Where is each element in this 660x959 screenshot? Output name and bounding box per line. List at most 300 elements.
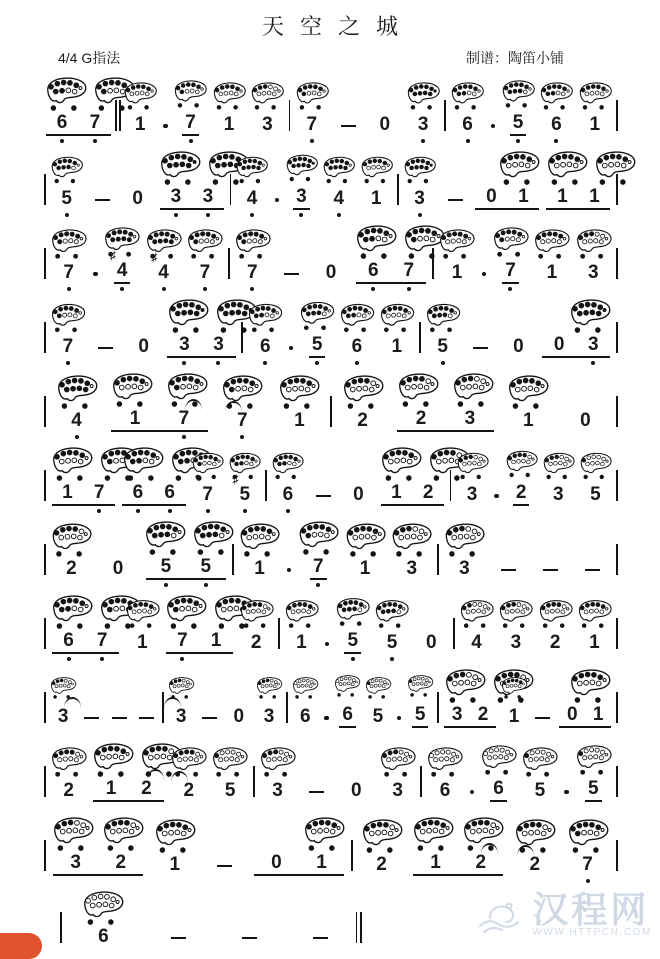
fingering-diagram	[508, 814, 561, 854]
note-number: 1	[546, 262, 558, 283]
fig-spacer	[249, 812, 299, 852]
number-wrap	[585, 262, 602, 284]
fingering-diagram	[299, 812, 349, 852]
beamed-note-group	[408, 812, 508, 884]
rest-number: 0	[566, 704, 578, 725]
number-wrap	[508, 632, 525, 654]
number-wrap	[550, 484, 567, 506]
note-number: 2	[549, 632, 561, 653]
note-number: 3	[464, 408, 476, 429]
note-cell	[404, 74, 442, 144]
note-number: 5	[347, 630, 359, 651]
note-cell	[269, 444, 306, 514]
octave-dot-row	[146, 580, 186, 588]
note-number: 1	[557, 186, 568, 207]
octave-dot-row	[154, 506, 186, 514]
augmentation-dot	[561, 790, 573, 811]
number-wrap	[269, 780, 286, 802]
low-octave-dot	[60, 139, 64, 143]
fingering-diagram	[64, 886, 143, 926]
octave-dot-row	[48, 432, 105, 440]
fingering-diagram	[543, 146, 591, 186]
fingering-diagram	[457, 592, 496, 632]
octave-dot-row	[333, 654, 372, 662]
fingering-diagram	[293, 74, 331, 114]
beamed-note-group	[377, 442, 448, 514]
note-number: 6	[282, 484, 294, 505]
score	[0, 72, 660, 956]
number-wrap	[520, 410, 537, 432]
octave-dot-row	[448, 136, 486, 144]
note-number: 3	[213, 334, 224, 355]
note-number: 1	[430, 852, 441, 873]
fingering-diagram	[424, 740, 465, 780]
low-octave-dot	[75, 435, 79, 439]
note-number: 7	[185, 112, 196, 133]
beam-underline	[160, 186, 224, 210]
score-line	[42, 516, 620, 588]
note-cell	[148, 814, 201, 884]
note-cell	[233, 148, 270, 218]
beamed-note-group	[156, 146, 227, 218]
low-octave-dot	[316, 583, 320, 587]
rest-number: 0	[379, 114, 391, 135]
number-wrap	[173, 706, 190, 728]
note-number: 4	[246, 188, 258, 209]
number-wrap	[257, 336, 274, 358]
duration-dash	[463, 307, 499, 366]
fingering-diagram	[254, 666, 284, 706]
octave-dot-row	[248, 136, 286, 144]
note-number: 3	[588, 262, 599, 283]
note-number: 3	[451, 704, 463, 725]
rest-number: 0	[138, 336, 149, 357]
beamed-note-group	[141, 516, 230, 588]
duration-dash	[488, 529, 530, 588]
note-number: 7	[93, 482, 105, 503]
fig-spacer	[214, 897, 285, 937]
octave-dot-row	[290, 728, 320, 736]
augmentation-dot	[321, 642, 333, 663]
note-cell	[573, 222, 614, 292]
beam-underline	[52, 630, 119, 654]
low-octave-dot	[310, 139, 314, 143]
barline	[614, 692, 620, 736]
note-number: 3	[466, 484, 478, 505]
note-number: 5	[534, 780, 546, 801]
number-wrap	[577, 410, 594, 432]
note-cell	[334, 370, 391, 440]
note-number: 6	[351, 336, 363, 357]
note-number: 2	[515, 482, 527, 503]
note-cell	[121, 74, 159, 144]
octave-dot-row	[401, 210, 438, 218]
octave-dot-row	[444, 728, 470, 736]
note-number: 4	[471, 632, 482, 653]
note-number: 4 ♯	[109, 248, 128, 281]
note-cell	[254, 666, 284, 736]
note-cell	[496, 592, 535, 662]
octave-dot-row	[159, 432, 208, 440]
beam-underline	[356, 260, 427, 284]
fingering-diagram	[441, 664, 489, 704]
beam-underline	[53, 852, 143, 876]
octave-dot-row	[391, 284, 426, 292]
octave-dot-row	[160, 210, 192, 218]
fingering-diagram	[576, 74, 614, 114]
fingering-diagram	[209, 740, 250, 780]
beam-underline	[166, 630, 233, 654]
low-octave-dot	[216, 361, 220, 365]
note-number: 6	[439, 780, 451, 801]
octave-dot-row	[98, 876, 143, 884]
note-cell	[358, 148, 395, 218]
duration-dash	[85, 159, 119, 218]
score-line	[42, 72, 620, 144]
fig-spacer	[119, 148, 156, 188]
note-cell	[577, 444, 614, 514]
score-line	[42, 220, 620, 292]
low-octave-dot	[66, 361, 70, 365]
rest-number: 0	[325, 262, 337, 283]
note-number: 1	[105, 778, 117, 799]
beamed-note-group	[89, 738, 168, 810]
rest-cell	[224, 666, 254, 736]
octave-dot-row	[320, 210, 357, 218]
rest-number: 0	[513, 336, 524, 357]
low-octave-dot	[586, 879, 590, 883]
note-cell	[48, 370, 105, 440]
number-wrap	[280, 484, 297, 506]
low-octave-dot	[516, 139, 520, 143]
score-line	[58, 886, 362, 956]
beam-underline	[254, 852, 344, 876]
low-octave-dot	[250, 213, 254, 217]
duration-dash	[133, 677, 160, 736]
fingering-diagram	[248, 74, 286, 114]
fingering-diagram	[156, 146, 204, 186]
beam-underline	[46, 112, 112, 136]
number-wrap	[60, 780, 77, 802]
octave-dot-row	[519, 802, 560, 810]
fingering-diagram	[352, 220, 400, 260]
watermark-site-name: 汉程网	[532, 889, 650, 930]
low-octave-dot	[421, 139, 425, 143]
octave-dot-row	[48, 284, 89, 292]
note-number: 2	[357, 410, 368, 431]
number-wrap	[331, 188, 348, 210]
number-wrap	[389, 780, 406, 802]
rest-number: 0	[271, 852, 282, 873]
low-octave-dot	[168, 509, 172, 513]
fig-spacer	[529, 677, 556, 717]
rest-number: 0	[350, 780, 362, 801]
low-octave-dot	[299, 213, 303, 217]
fingering-diagram	[283, 146, 320, 186]
fig-spacer	[463, 307, 499, 347]
note-number: 1	[136, 632, 148, 653]
octave-dot-row	[336, 802, 377, 810]
fingering-diagram	[42, 72, 90, 112]
octave-dot-row	[358, 210, 395, 218]
note-number: 2	[477, 704, 489, 725]
number-wrap	[389, 336, 406, 358]
fingering-diagram	[490, 220, 531, 260]
octave-dot-row	[166, 654, 200, 662]
note-number: 1	[508, 706, 520, 727]
note-cell	[372, 592, 411, 662]
rest-cell	[336, 740, 377, 810]
octave-dot-row	[171, 136, 209, 144]
rest-number: 0	[426, 632, 437, 653]
fingering-diagram	[391, 368, 445, 408]
number-wrap	[587, 484, 604, 506]
note-number: 2	[250, 632, 262, 653]
note-number: 1	[359, 558, 371, 579]
fingering-diagram	[441, 518, 488, 558]
fig-spacer	[298, 751, 335, 791]
octave-dot-row	[48, 210, 85, 218]
fingering-diagram	[404, 74, 442, 114]
eighth-underline	[309, 334, 326, 358]
note-cell	[171, 72, 209, 144]
beamed-note-group	[472, 146, 543, 218]
octave-dot-row	[168, 802, 209, 810]
note-number: 1	[589, 114, 601, 135]
fingering-diagram	[297, 294, 337, 334]
low-octave-dot	[591, 361, 595, 365]
number-wrap	[411, 188, 428, 210]
low-octave-dot	[418, 213, 422, 217]
fingering-diagram	[210, 74, 248, 114]
octave-dot-row	[537, 136, 575, 144]
number-wrap	[199, 484, 216, 506]
fingering-diagram	[141, 516, 189, 556]
number-wrap	[544, 262, 561, 284]
note-number: 3	[417, 114, 429, 135]
note-cell	[377, 740, 418, 810]
sharp-accidental: ♯	[151, 250, 158, 264]
number-wrap	[134, 632, 151, 654]
rest-cell	[119, 148, 156, 218]
note-cell	[210, 74, 248, 144]
octave-dot-row	[404, 136, 442, 144]
note-number: 2	[66, 558, 77, 579]
octave-dot-row	[366, 136, 404, 144]
fig-spacer	[331, 85, 366, 125]
beamed-note-group	[441, 664, 499, 736]
number-wrap	[357, 558, 374, 580]
fingering-diagram	[119, 442, 167, 482]
octave-dot-row	[48, 580, 95, 588]
fingering-diagram	[290, 666, 320, 706]
octave-dot-row	[436, 284, 477, 292]
octave-dot-row	[363, 728, 393, 736]
low-octave-dot	[206, 509, 210, 513]
note-cell	[248, 74, 286, 144]
note-number: 6	[300, 706, 311, 727]
beamed-note-group	[352, 220, 431, 292]
duration-dash	[530, 529, 572, 588]
note-cell	[293, 74, 331, 144]
octave-dot-row	[48, 728, 78, 736]
duration-dash	[143, 897, 214, 956]
score-line	[42, 812, 620, 884]
number-wrap	[348, 780, 365, 802]
octave-dot-row	[337, 358, 377, 366]
octave-dot-row	[237, 654, 276, 662]
fingering-diagram	[575, 592, 614, 632]
octave-dot-row	[111, 432, 160, 440]
low-octave-dot	[136, 509, 140, 513]
note-number: 3	[55, 706, 72, 728]
octave-dot-row	[342, 580, 389, 588]
rest-number: 0	[553, 334, 565, 355]
octave-dot-row	[85, 654, 119, 662]
beam-underline	[167, 334, 235, 358]
octave-dot-row	[413, 876, 458, 884]
number-wrap	[415, 114, 432, 136]
eighth-underline	[513, 482, 530, 506]
corner-orange-blob	[0, 933, 42, 959]
fingering-diagram	[531, 222, 572, 262]
duration-dash	[306, 455, 339, 514]
note-cell	[436, 222, 477, 292]
augmentation-dot	[271, 198, 283, 219]
note-cell	[499, 72, 537, 144]
octave-dot-row	[377, 358, 417, 366]
sheet-music-page	[0, 10, 660, 956]
note-number: 3	[587, 334, 599, 355]
octave-dot-row	[585, 728, 611, 736]
number-wrap	[291, 410, 308, 432]
note-cell	[508, 814, 561, 884]
rest-number: 0	[353, 484, 364, 505]
score-line	[42, 146, 620, 218]
note-number: 2	[472, 852, 489, 874]
fingering-diagram	[257, 740, 298, 780]
low-octave-dot	[189, 139, 193, 143]
fig-spacer	[572, 529, 614, 569]
barline	[614, 618, 620, 662]
low-octave-dot	[162, 287, 166, 291]
beam-underline	[146, 556, 226, 580]
fingering-diagram	[540, 444, 577, 484]
octave-dot-row	[575, 654, 614, 662]
fig-spacer	[95, 518, 142, 558]
octave-dot-row	[121, 136, 159, 144]
eighth-underline	[182, 112, 199, 136]
low-octave-dot	[390, 657, 394, 661]
tie-arc	[185, 399, 202, 410]
note-number: 3	[553, 484, 564, 505]
octave-dot-row	[490, 284, 531, 292]
note-cell	[423, 296, 463, 366]
fingering-diagram	[388, 518, 435, 558]
octave-dot-row	[214, 432, 271, 440]
number-wrap	[167, 854, 184, 876]
score-line	[42, 738, 620, 810]
note-cell	[519, 740, 560, 810]
number-wrap	[110, 558, 127, 580]
note-number: 1	[129, 408, 141, 429]
number-wrap	[468, 632, 485, 654]
fig-spacer	[538, 294, 566, 334]
number-wrap	[297, 706, 314, 728]
note-cell	[500, 370, 557, 440]
note-number: 5 ♯	[232, 472, 251, 505]
score-line	[42, 442, 620, 514]
fingering-diagram	[148, 814, 201, 854]
note-cell	[64, 886, 143, 956]
number-wrap	[234, 410, 251, 432]
note-cell	[540, 444, 577, 514]
note-cell	[236, 518, 283, 588]
octave-dot-row	[269, 506, 306, 514]
octave-dot-row	[441, 580, 488, 588]
note-number: 7	[247, 262, 258, 283]
fingering-diagram	[295, 516, 342, 556]
barline	[614, 174, 620, 218]
note-number: 1	[223, 114, 235, 135]
beam-underline	[381, 482, 444, 506]
rest-cell	[412, 592, 451, 662]
octave-dot-row	[576, 358, 610, 366]
duration-dash	[529, 677, 556, 736]
note-number: 7	[96, 630, 108, 651]
note-number: 7	[89, 112, 101, 133]
note-number: 6	[259, 336, 271, 357]
beamed-note-group	[538, 294, 614, 366]
note-number: 5	[200, 556, 212, 577]
eighth-underline	[293, 186, 310, 210]
barline	[614, 470, 620, 514]
fingering-diagram	[372, 592, 411, 632]
octave-dot-row	[129, 802, 164, 810]
note-number: 3	[262, 114, 273, 135]
note-cell	[448, 74, 486, 144]
credit: 制谱：陶笛小铺	[466, 50, 564, 66]
beamed-note-group	[48, 812, 148, 884]
fingering-diagram	[436, 222, 477, 262]
fingering-diagram	[445, 368, 499, 408]
note-number: 2	[138, 778, 155, 800]
fingering-diagram	[282, 592, 321, 632]
low-octave-dot	[97, 509, 101, 513]
fingering-diagram	[377, 296, 417, 336]
augmentation-dot	[159, 124, 171, 145]
octave-dot-row	[123, 654, 162, 662]
beamed-note-group	[119, 442, 190, 514]
beamed-note-group	[164, 294, 240, 366]
sharp-accidental: ♯	[232, 472, 239, 486]
note-cell	[48, 666, 78, 736]
note-cell	[101, 220, 142, 292]
octave-dot-row	[186, 580, 226, 588]
beam-underline	[546, 186, 610, 210]
note-cell	[332, 664, 362, 736]
fingering-diagram	[98, 812, 148, 852]
octave-dot-row	[93, 802, 128, 810]
number-wrap	[403, 558, 420, 580]
note-cell	[48, 148, 85, 218]
note-number: 6	[132, 482, 144, 503]
note-number: 6	[164, 482, 175, 503]
note-number: 3	[296, 186, 307, 207]
fig-spacer	[224, 666, 254, 706]
fingering-diagram	[171, 72, 209, 112]
fingering-diagram	[271, 370, 328, 410]
